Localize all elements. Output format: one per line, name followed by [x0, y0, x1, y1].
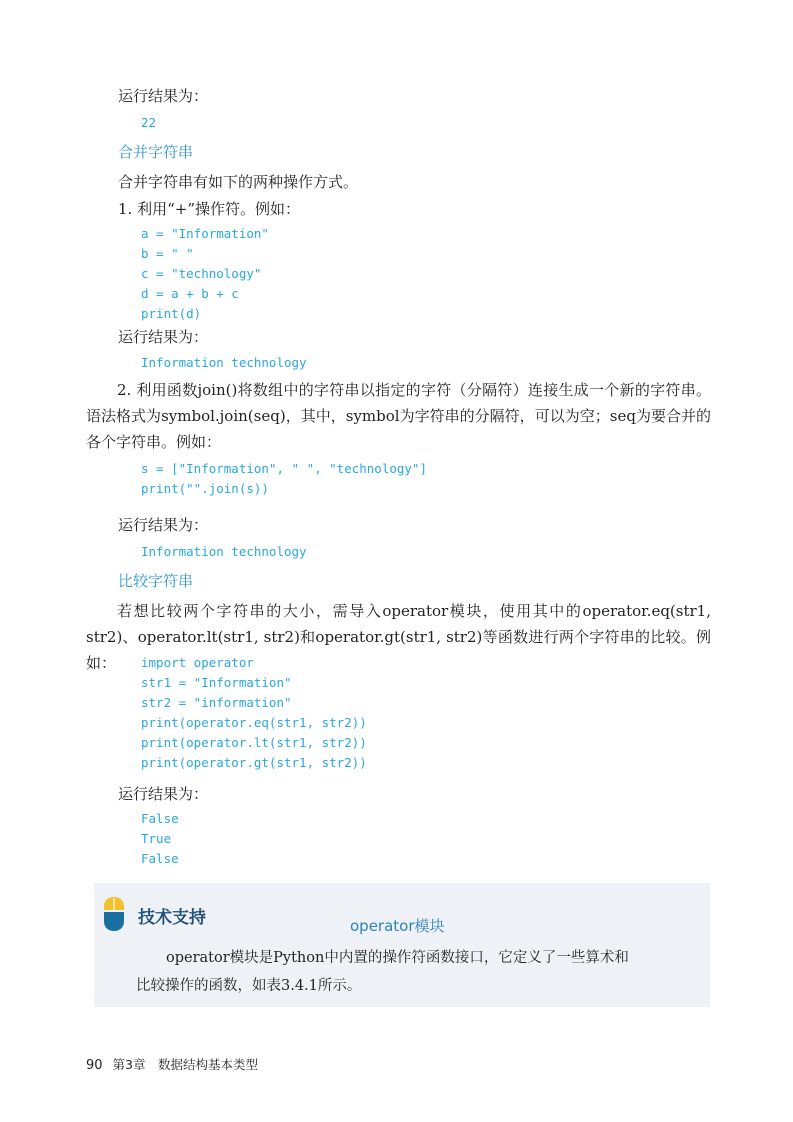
code-line: import operator [141, 655, 254, 670]
result-output-block [141, 809, 179, 869]
code-line: c = "technology" [141, 266, 262, 281]
result-line: False [141, 851, 179, 866]
result-line: False [141, 811, 179, 826]
tech-support-subtitle: operator模块 [350, 917, 445, 935]
tech-support-line-2: 比较操作的函数，如表3.4.1所示。 [136, 978, 362, 994]
code-block-3 [141, 653, 367, 773]
result-output: Information technology [141, 355, 307, 370]
code-line: print(operator.lt(str1, str2)) [141, 735, 367, 750]
page-footer [86, 1055, 258, 1073]
tech-support-title: 技术支持 [138, 908, 206, 928]
code-line: d = a + b + c [141, 286, 239, 301]
section-title-compare: 比较字符串 [118, 572, 194, 590]
result-label: 运行结果为： [118, 516, 209, 534]
result-label: 运行结果为： [118, 87, 209, 105]
code-line: s = ["Information", " ", "technology"] [141, 461, 427, 476]
code-block-1 [141, 224, 269, 324]
tech-support-line-1: operator模块是Python中内置的操作符函数接口，它定义了一些算术和 [166, 950, 629, 966]
mouse-icon [103, 896, 125, 932]
code-line: str2 = "information" [141, 695, 292, 710]
code-line: b = " " [141, 246, 194, 261]
code-line: print("".join(s)) [141, 481, 269, 496]
code-line: str1 = "Information" [141, 675, 292, 690]
result-output: 22 [141, 115, 157, 130]
paragraph-compare: 若想比较两个字符串的大小，需导入operator模块，使用其中的operator.eq(str1, str2)、operator.lt(str1, str2)和operator.gt(str1, str2)等函数进行两个字符串的比较。例如： [86, 602, 711, 672]
code-line: print(d) [141, 306, 202, 321]
code-block-2 [141, 459, 427, 499]
chapter-title: 第3章 数据结构基本类型 [112, 1057, 259, 1072]
code-line: print(operator.gt(str1, str2)) [141, 755, 367, 770]
result-line: True [141, 831, 172, 846]
paragraph-method1: 1. 利用“+”操作符。例如： [118, 200, 300, 218]
result-output: Information technology [141, 544, 307, 559]
section-title-merge: 合并字符串 [118, 143, 194, 161]
result-label: 运行结果为： [118, 328, 209, 346]
result-label: 运行结果为： [118, 785, 209, 803]
code-line: a = "Information" [141, 226, 269, 241]
paragraph-method2: 2. 利用函数join()将数组中的字符串以指定的字符（分隔符）连接生成一个新的字符串。语法格式为symbol.join(seq)，其中，symbol为字符串的分隔符，可以为空；seq为要合并的各个字符串。例如： [86, 381, 711, 451]
paragraph-merge-intro: 合并字符串有如下的两种操作方式。 [118, 173, 359, 191]
code-line: print(operator.eq(str1, str2)) [141, 715, 367, 730]
page-number: 90 [86, 1058, 103, 1073]
